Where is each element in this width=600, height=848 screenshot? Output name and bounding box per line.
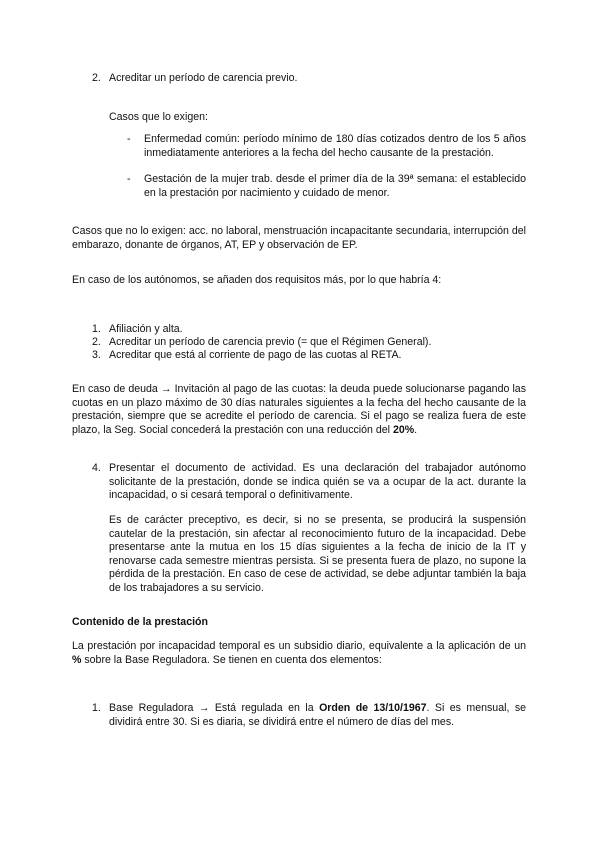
casos-exigen-heading: Casos que lo exigen: bbox=[109, 111, 208, 123]
casos-exigen-item-text: Gestación de la mujer trab. desde el primer día de la 39ª semana: el establecido en la prestación por nacimiento y cuidado de menor. bbox=[144, 173, 526, 199]
deuda-end: . bbox=[414, 423, 418, 436]
dash-bullet: - bbox=[127, 133, 131, 145]
requirement-item-4-para2: Es de carácter preceptivo, es decir, si no se presenta, se producirá la suspensión cautelar de la prestación, sin afectar al reconocimiento futuro de la incapacidad. Debe presentarse ante la mutua en los 15 días siguientes a la fecha de inicio de la IT y renovarse cada semestre mientras persista. Si se presenta fuera de plazo, no supone la pérdida de la prestación. En caso de cese de actividad, se debe adjuntar también la baja de los trabajadores a su servicio. bbox=[109, 514, 526, 594]
list-number: 4. bbox=[92, 462, 101, 474]
deuda-text: En caso de deuda → Invitación al pago de las cuotas: la deuda puede solucionarse pagando las cuotas en un plazo máximo de 30 días naturales siguientes a la fecha del hecho causante de la prestación, siempre que se acredite el período de carencia. Si el pago se realiza fuera de este plazo, la Seg. Social concederá la prestación con una reducción del bbox=[72, 383, 526, 436]
autonomos-item-text: Afiliación y alta. bbox=[109, 323, 183, 335]
autonomos-item-text: Acreditar un período de carencia previo (= que el Régimen General). bbox=[109, 336, 432, 348]
requirement-text: Acreditar un período de carencia previo. bbox=[109, 72, 298, 84]
base-reguladora-item bbox=[92, 702, 526, 729]
list-number: 1. bbox=[92, 702, 101, 714]
dash-bullet: - bbox=[127, 173, 131, 185]
autonomos-item-text: Acreditar que está al corriente de pago de las cuotas al RETA. bbox=[109, 349, 402, 361]
percent-bold: % bbox=[72, 653, 82, 666]
list-number: 2. bbox=[92, 336, 101, 348]
orden-bold: Orden de 13/10/1967 bbox=[319, 702, 427, 714]
section-heading-contenido: Contenido de la prestación bbox=[72, 616, 208, 628]
deuda-paragraph bbox=[72, 383, 526, 437]
casos-exigen-item-1 bbox=[127, 133, 526, 160]
list-number: 1. bbox=[92, 323, 101, 335]
requirement-item-4-text: Presentar el documento de actividad. Es una declaración del trabajador autónomo solicitante de la prestación, donde se indica quién se va a ocupar de la act. durante la incapacidad, o si cesará temporal o definitivamente. bbox=[109, 462, 526, 502]
list-number: 2. bbox=[92, 72, 101, 84]
casos-no-exigen-paragraph: Casos que no lo exigen: acc. no laboral, menstruación incapacitante secundaria, interrupción del embarazo, donante de órganos, AT, EP y observación de EP. bbox=[72, 225, 526, 251]
contenido-intro bbox=[72, 640, 526, 667]
contenido-intro-text: La prestación por incapacidad temporal es un subsidio diario, equivalente a la aplicación de un bbox=[72, 640, 526, 652]
base-reguladora-text bbox=[109, 702, 526, 729]
contenido-intro-text-2: sobre la Base Reguladora. Se tienen en cuenta dos elementos: bbox=[81, 653, 382, 666]
casos-exigen-item-text: Enfermedad común: período mínimo de 180 días cotizados dentro de los 5 años inmediatamente anteriores a la fecha del hecho causante de la prestación. bbox=[144, 133, 526, 159]
base-text-b: . Si es mensual, se dividirá entre 30. Si es diaria, se dividirá entre el número de días del mes. bbox=[109, 702, 527, 728]
casos-exigen-item-2 bbox=[127, 173, 526, 200]
deuda-reduction-bold: 20% bbox=[392, 423, 415, 436]
requirement-item-4 bbox=[92, 462, 526, 503]
base-text-a: Base Reguladora → Está regulada en la bbox=[109, 702, 320, 714]
autonomos-intro: En caso de los autónomos, se añaden dos requisitos más, por lo que habría 4: bbox=[72, 274, 442, 286]
list-number: 3. bbox=[92, 349, 101, 361]
